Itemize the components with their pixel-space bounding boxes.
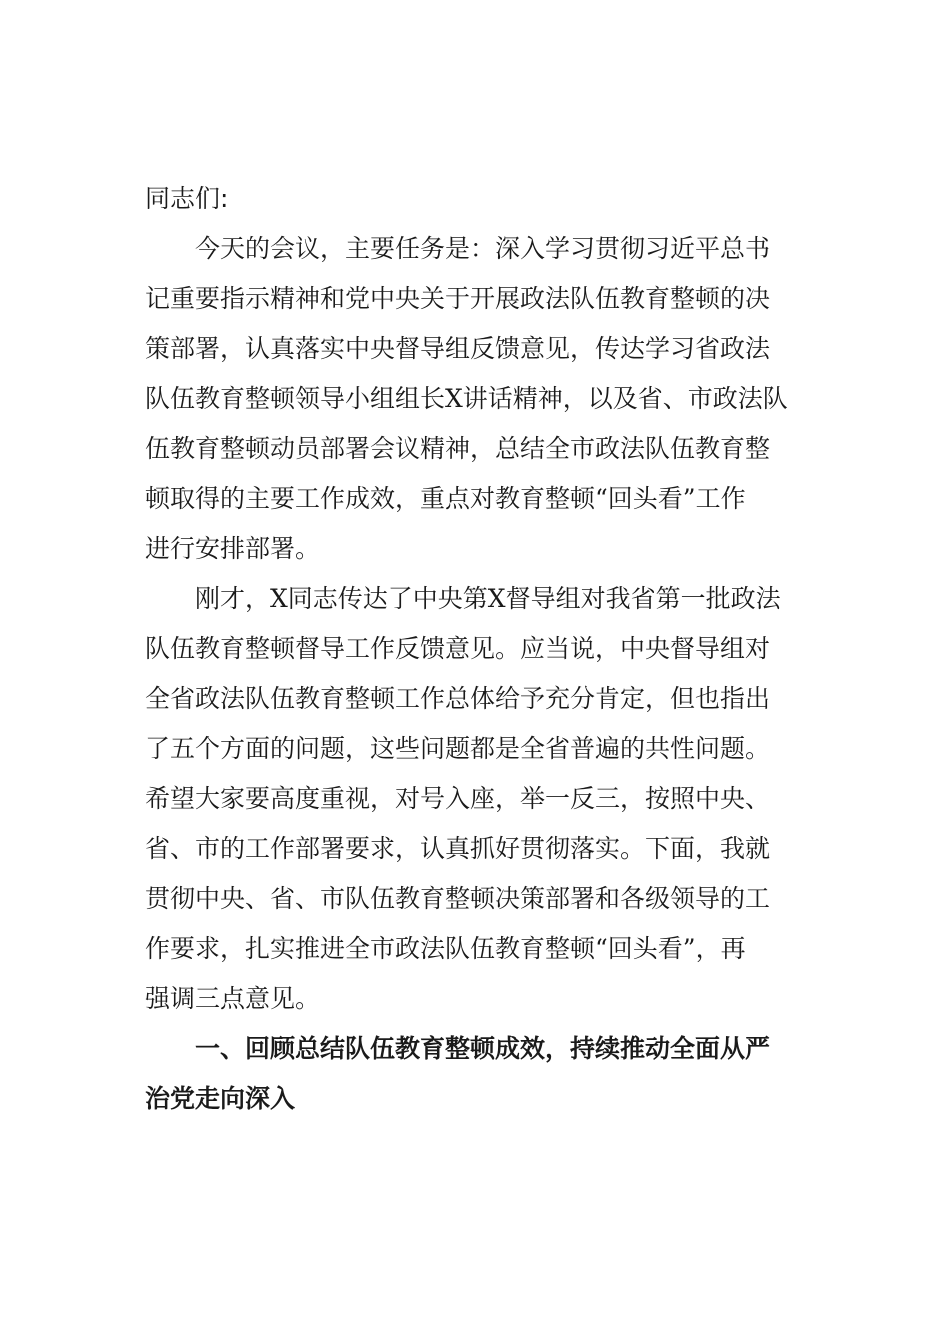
paragraph-line: 作要求，扎实推进全市政法队伍教育整顿“回头看”，再 — [145, 934, 746, 963]
paragraph-1 — [145, 224, 807, 574]
paragraph-line: 贯彻中央、省、市队伍教育整顿决策部署和各级领导的工 — [145, 884, 771, 913]
paragraph-line: 希望大家要高度重视，对号入座，举一反三，按照中央、 — [145, 784, 771, 813]
paragraph-line: 队伍教育整顿督导工作反馈意见。应当说，中央督导组对 — [145, 634, 771, 663]
paragraph-line: 了五个方面的问题，这些问题都是全省普遍的共性问题。 — [145, 734, 771, 763]
paragraph-line: 伍教育整顿动员部署会议精神，总结全市政法队伍教育整 — [145, 434, 771, 463]
paragraph-line: 强调三点意见。 — [145, 984, 321, 1013]
paragraph-line: 队伍教育整顿领导小组组长X讲话精神，以及省、市政法队 — [145, 384, 788, 413]
paragraph-line: 记重要指示精神和党中央关于开展政法队伍教育整顿的决 — [145, 284, 771, 313]
paragraph-line: 省、市的工作部署要求，认真抓好贯彻落实。下面，我就 — [145, 834, 771, 863]
paragraph-line: 策部署，认真落实中央督导组反馈意见，传达学习省政法 — [145, 334, 771, 363]
paragraph-line: 刚才，X同志传达了中央第X督导组对我省第一批政法 — [195, 584, 781, 613]
paragraph-line: 今天的会议，主要任务是：深入学习贯彻习近平总书 — [195, 234, 771, 263]
heading-line: 一、回顾总结队伍教育整顿成效，持续推动全面从严 — [195, 1034, 771, 1063]
salutation: 同志们: — [145, 184, 229, 213]
section-heading — [145, 1024, 807, 1124]
paragraph-line: 进行安排部署。 — [145, 534, 321, 563]
paragraph-line: 顿取得的主要工作成效，重点对教育整顿“回头看”工作 — [145, 484, 746, 513]
document-page — [145, 174, 807, 1124]
heading-line: 治党走向深入 — [145, 1084, 296, 1113]
paragraph-2 — [145, 574, 807, 1024]
paragraph-line: 全省政法队伍教育整顿工作总体给予充分肯定，但也指出 — [145, 684, 771, 713]
